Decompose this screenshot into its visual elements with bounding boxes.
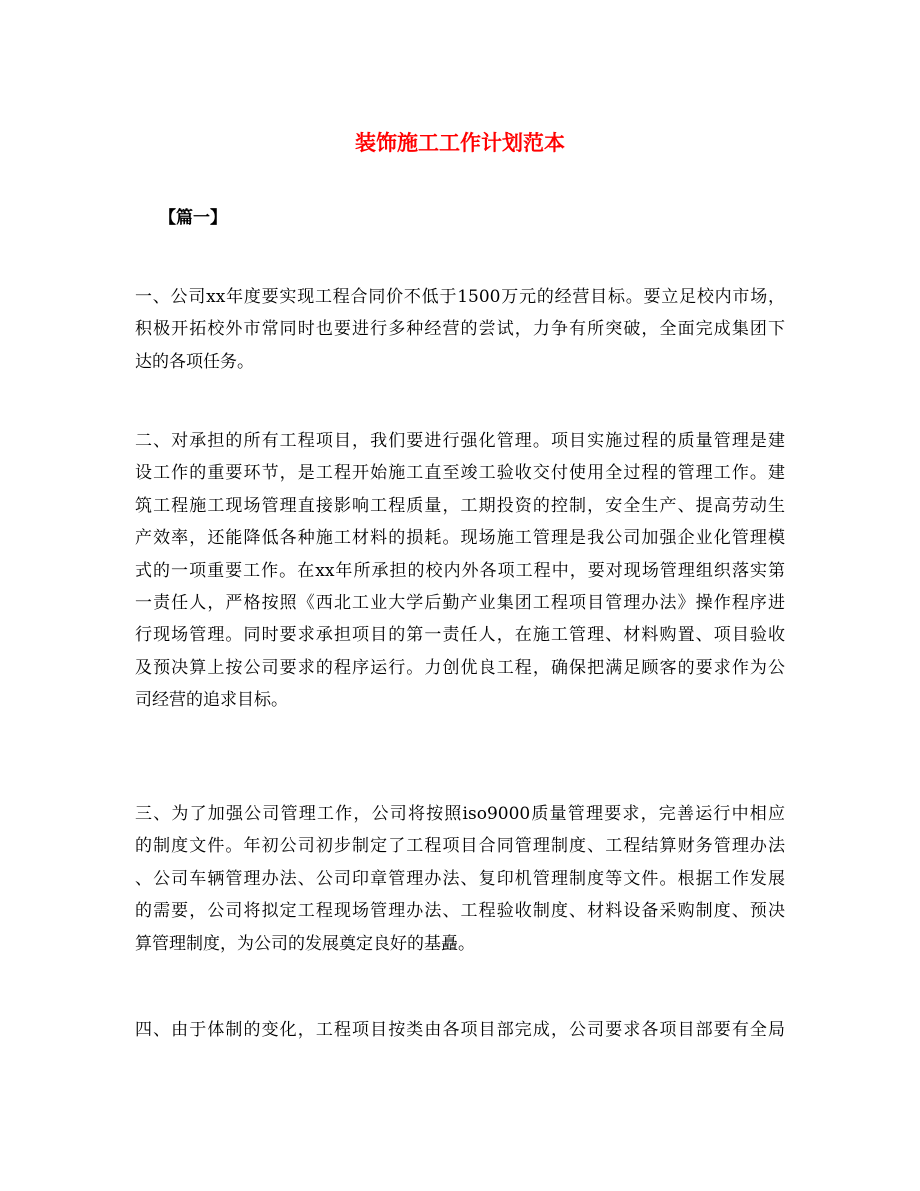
paragraph-1	[135, 281, 785, 378]
paragraph-line: 四、由于体制的变化，工程项目按类由各项目部完成，公司要求各项目部要有全局	[135, 1020, 785, 1040]
paragraph-line: 一责任人，严格按照《西北工业大学后勤产业集团工程项目管理办法》操作程序进	[135, 592, 785, 613]
document-title: 装饰施工工作计划范本	[355, 131, 565, 155]
paragraph-line: 设工作的重要环节，是工程开始施工直至竣工验收交付使用全过程的管理工作。建	[135, 463, 785, 484]
paragraph-line: 及预决算上按公司要求的程序运行。力创优良工程，确保把满足顾客的要求作为公	[135, 657, 785, 678]
paragraph-line: 二、对承担的所有工程项目，我们要进行强化管理。项目实施过程的质量管理是建	[135, 431, 785, 451]
paragraph-line: 的制度文件。年初公司初步制定了工程项目合同管理制度、工程结算财务管理办法	[135, 836, 785, 857]
paragraph-line: 算管理制度，为公司的发展奠定良好的基矗。	[135, 933, 475, 954]
paragraph-line: 筑工程施工现场管理直接影响工程质量，工期投资的控制，安全生产、提高劳动生	[135, 495, 785, 516]
paragraph-line: 积极开拓校外市常同时也要进行多种经营的尝试，力争有所突破，全面完成集团下	[135, 319, 785, 340]
paragraph-line: 产效率，还能降低各种施工材料的损耗。现场施工管理是我公司加强企业化管理模	[135, 528, 785, 549]
paragraph-line: 的需要，公司将拟定工程现场管理办法、工程验收制度、材料设备采购制度、预决	[135, 901, 785, 922]
paragraph-line: 、公司车辆管理办法、公司印章管理办法、复印机管理制度等文件。根据工作发展	[135, 868, 785, 889]
paragraph-2	[135, 425, 785, 717]
paragraph-line: 三、为了加强公司管理工作，公司将按照iso9000质量管理要求，完善运行中相应	[135, 804, 785, 824]
paragraph-4	[135, 1014, 785, 1046]
paragraph-line: 一、公司xx年度要实现工程合同价不低于1500万元的经营目标。要立足校内市场，	[135, 287, 785, 307]
section-label: 【篇一】	[159, 208, 227, 228]
paragraph-line: 式的一项重要工作。在xx年所承担的校内外各项工程中，要对现场管理组织落实第	[135, 560, 785, 581]
paragraph-line: 达的各项任务。	[135, 351, 254, 372]
paragraph-line: 司经营的追求目标。	[135, 690, 288, 711]
paragraph-line: 行现场管理。同时要求承担项目的第一责任人，在施工管理、材料购置、项目验收	[135, 625, 785, 646]
paragraph-3	[135, 798, 785, 960]
